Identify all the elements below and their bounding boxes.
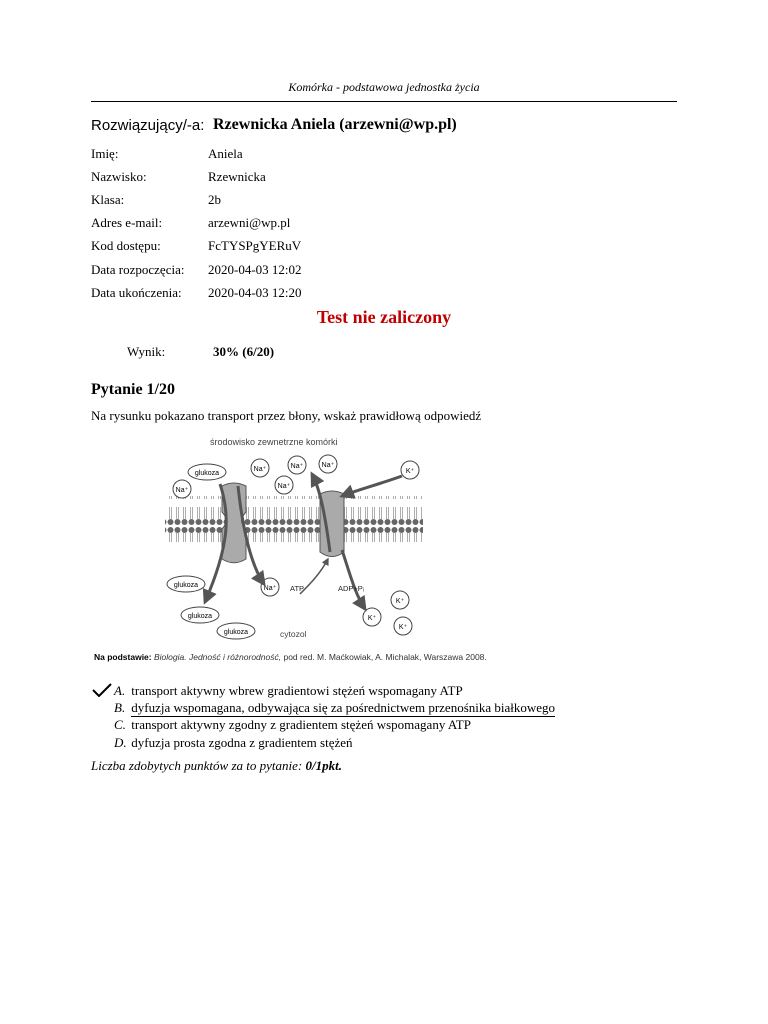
info-value: 2020-04-03 12:02 [208,262,302,277]
info-value: Rzewnicka [208,169,266,184]
glucose-label: glukoza [173,582,199,589]
sodium-ion [173,480,191,498]
ion-label: Na⁺ [290,463,304,470]
figure-top-label: środowisko zewnetrzne komórki [210,437,338,447]
glucose-label: glukoza [194,470,220,477]
sodium-ion [261,578,279,596]
caption-details: pod red. M. Maćkowiak, A. Michalak, Warszawa 2008. [281,652,487,662]
answer-text: transport aktywny wbrew gradientowi stężeń wspomagany ATP [131,683,463,698]
glucose-molecule-bottom-2 [181,607,219,623]
sodium-potassium-pump [320,491,344,557]
info-label: Data rozpoczęcia: [91,262,185,277]
sodium-ion [288,456,306,474]
score-value: 30% (6/20) [213,344,275,359]
adp-label: ADP+Pᵢ [338,584,364,593]
info-label: Imię: [91,146,119,161]
caption-prefix: Na podstawie: [94,652,152,662]
document-header-title: Komórka - podstawowa jednostka życia [288,80,480,94]
answer-text: dyfuzja wspomagana, odbywająca się za pośrednictwem przenośnika białkowego [131,700,556,715]
checkmark-icon [92,683,112,697]
potassium-cytosol-arrow [342,550,365,609]
info-label: Adres e-mail: [91,215,163,230]
question-title: Pytanie 1/20 [91,381,175,398]
answer-option-d[interactable] [114,735,353,751]
info-value: Aniela [208,146,243,161]
ion-label: Na⁺ [175,487,189,494]
ion-label: K⁺ [395,598,405,605]
points-value: 0/1pkt. [305,758,342,773]
glucose-label: glukoza [223,629,249,636]
glucose-molecule-bottom-1 [167,576,205,592]
answer-letter: C. [114,717,126,732]
potassium-ion [394,617,412,635]
info-value: FcTYSPgYERuV [208,238,302,253]
info-label: Data ukończenia: [91,285,182,300]
membrane-transport-figure [160,434,430,644]
answer-option-b[interactable] [114,700,555,716]
score-label: Wynik: [127,344,166,359]
sodium-ion [275,476,293,494]
glucose-label: glukoza [187,613,213,620]
answer-letter: B. [114,700,126,715]
info-value: arzewni@wp.pl [208,215,291,230]
figure-caption [94,652,487,662]
solver-label: Rozwiązujący/-a: [91,117,205,134]
answer-letter: D. [114,735,127,750]
sodium-ion [319,455,337,473]
answer-text: transport aktywny zgodny z gradientem stężeń wspomagany ATP [131,717,471,732]
atp-label: ATP [290,584,305,593]
info-label: Kod dostępu: [91,238,161,253]
question-points [91,758,342,774]
answer-text: dyfuzja prosta zgodna z gradientem stężeń [131,735,353,750]
answer-option-c[interactable] [114,717,471,733]
caption-book-title: Biologia. Jedność i różnorodność, [154,652,282,662]
question-text: Na rysunku pokazano transport przez błony, wskaż prawidłową odpowiedź [91,408,482,423]
solver-name: Rzewnicka Aniela (arzewni@wp.pl) [213,116,457,133]
result-status-title: Test nie zaliczony [316,307,452,327]
potassium-ion [401,461,419,479]
answer-letter: A. [114,683,126,698]
lipid-bilayer [165,496,423,542]
ion-label: Na⁺ [263,585,277,592]
info-value: 2020-04-03 12:20 [208,285,302,300]
ion-label: K⁺ [398,624,408,631]
points-label: Liczba zdobytych punktów za to pytanie: [91,758,303,773]
info-label: Klasa: [91,192,125,207]
figure-bottom-label: cytozol [280,629,307,639]
sodium-ion [251,459,269,477]
potassium-ion [363,608,381,626]
info-value: 2b [208,192,221,207]
ion-label: Na⁺ [321,462,335,469]
answer-option-a[interactable] [114,683,463,699]
ion-label: K⁺ [367,615,377,622]
ion-label: K⁺ [405,468,415,475]
potassium-ion [391,591,409,609]
glucose-molecule-top [188,464,226,480]
info-label: Nazwisko: [91,169,147,184]
glucose-molecule-bottom-3 [217,623,255,639]
ion-label: Na⁺ [253,466,267,473]
ion-label: Na⁺ [277,483,291,490]
potassium-inflow-arrow [342,476,402,496]
header-divider [91,101,677,102]
atp-arrow [300,559,328,594]
